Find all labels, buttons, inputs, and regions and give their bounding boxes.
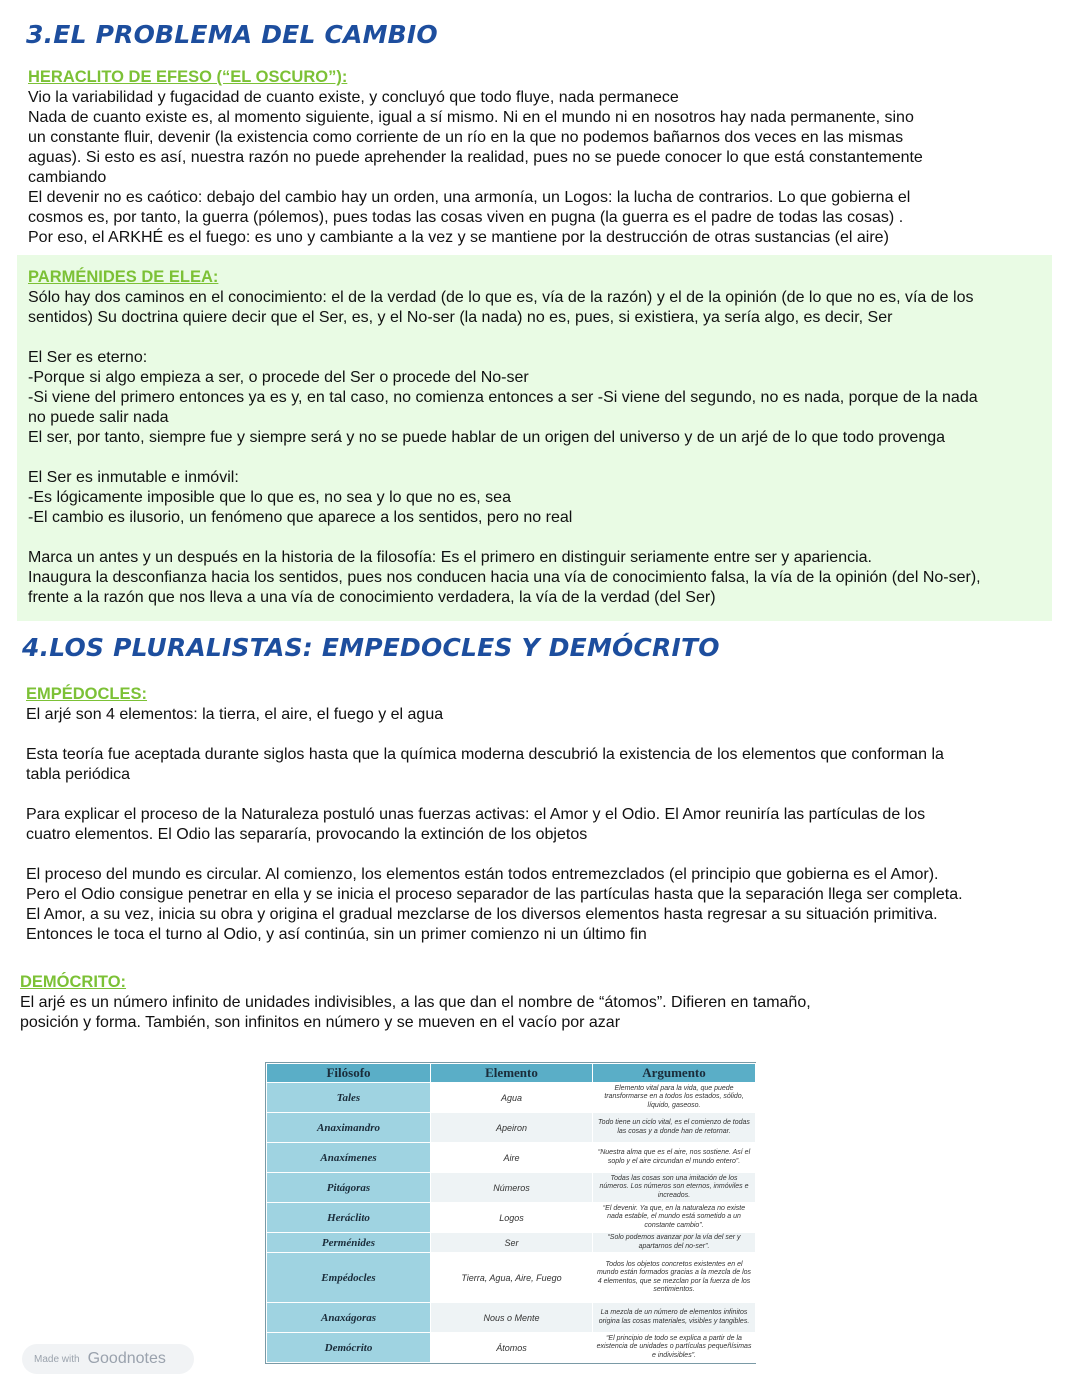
table-row xyxy=(267,1143,756,1173)
text-line: Sólo hay dos caminos en el conocimiento: el de la verdad (de lo que es, vía de la razón) y el de la opinión (de lo que no es, vía de los xyxy=(28,289,974,306)
table-cell-argumento: La mezcla de un número de elementos infinitos origina las cosas materiales, visibles y tangibles. xyxy=(593,1303,756,1333)
text-line: El arjé es un número infinito de unidades indivisibles, a las que dan el nombre de “átomos”. Difieren en tamaño, xyxy=(20,994,811,1011)
text-line: Vio la variabilidad y fugacidad de cuanto existe, y concluyó que todo fluye, nada permanece xyxy=(28,89,679,106)
text-line: cuatro elementos. El Odio las separaría, provocando la extinción de los objetos xyxy=(26,826,588,843)
text-line: El Ser es inmutable e inmóvil: xyxy=(28,469,239,486)
table-row xyxy=(267,1303,756,1333)
table-header-elemento: Elemento xyxy=(431,1064,593,1083)
text-line: tabla periódica xyxy=(26,766,131,783)
text-line: El proceso del mundo es circular. Al comienzo, los elementos están todos entremezclados (el principio que gobierna es el Amor). xyxy=(26,866,939,883)
table-header-row xyxy=(267,1064,756,1083)
text-line xyxy=(28,328,1048,348)
text-line: Inaugura la desconfianza hacia los sentidos, pues nos conducen hacia una vía de conocimiento falsa, la vía de la opinión (del No-ser), xyxy=(28,569,981,586)
table-row xyxy=(267,1083,756,1113)
table-row xyxy=(267,1113,756,1143)
section-3-title: 3.EL PROBLEMA DEL CAMBIO xyxy=(26,20,438,49)
table-cell-argumento: “El principio de todo se explica a partir de la existencia de unidades o partículas pequeñísimas e indivisibles”. xyxy=(593,1333,756,1363)
philosophers-table-grid xyxy=(266,1063,756,1363)
text-line: posición y forma. También, son infinitos en número y se mueven en el vacío por azar xyxy=(20,1014,621,1031)
table-cell-argumento: Todas las cosas son una imitación de los números. Los números son eternos, inmóviles e increados. xyxy=(593,1173,756,1203)
table-cell-filosofo: Anaximandro xyxy=(267,1113,431,1143)
table-row xyxy=(267,1233,756,1253)
text-line: -Si viene del primero entonces ya es y, en tal caso, no comienza entonces a ser -Si viene del segundo, no es nada, porque de la nada xyxy=(28,389,978,406)
table-row xyxy=(267,1173,756,1203)
table-cell-filosofo: Perménides xyxy=(267,1233,431,1253)
table-cell-elemento: Agua xyxy=(431,1083,593,1113)
text-line: Para explicar el proceso de la Naturaleza postuló unas fuerzas activas: el Amor y el Odio. El Amor reuniría las partículas de los xyxy=(26,806,926,823)
text-line: El devenir no es caótico: debajo del cambio hay un orden, una armonía, un Logos: la lucha de contrarios. Lo que gobierna el xyxy=(28,189,911,206)
section-4-title: 4.LOS PLURALISTAS: EMPEDOCLES Y DEMÓCRITO xyxy=(22,633,720,662)
badge-prefix: Made with xyxy=(34,1353,80,1365)
table-cell-argumento: Todo tiene un ciclo vital, es el comienzo de todas las cosas y a donde han de retornar. xyxy=(593,1113,756,1143)
table-cell-elemento: Aire xyxy=(431,1143,593,1173)
text-line: no puede salir nada xyxy=(28,409,169,426)
table-cell-filosofo: Anaxágoras xyxy=(267,1303,431,1333)
table-cell-filosofo: Pitágoras xyxy=(267,1173,431,1203)
table-cell-filosofo: Empédocles xyxy=(267,1253,431,1303)
table-cell-elemento: Ser xyxy=(431,1233,593,1253)
democrito-text xyxy=(20,993,1050,1033)
text-line: El arjé son 4 elementos: la tierra, el aire, el fuego y el agua xyxy=(26,706,444,723)
philosophers-table xyxy=(265,1062,756,1364)
empedocles-heading: EMPÉDOCLES: xyxy=(26,685,148,703)
table-cell-argumento: Elemento vital para la vida, que puede transformarse en a todos los estados, sólido, líquido, gaseoso. xyxy=(593,1083,756,1113)
table-cell-elemento: Nous o Mente xyxy=(431,1303,593,1333)
text-line: El Amor, a su vez, inicia su obra y origina el gradual mezclarse de los diversos elementos hasta regresar a su situación primitiva. xyxy=(26,906,938,923)
text-line: -Es lógicamente imposible que lo que es, no sea y lo que no es, sea xyxy=(28,489,511,506)
text-line: frente a la razón que nos lleva a una vía de conocimiento verdadera, la vía de la verdad (del Ser) xyxy=(28,589,716,606)
text-line: cosmos es, por tanto, la guerra (pólemos), pues todas las cosas viven en pugna (la guerra es el padre de todas las cosas) . xyxy=(28,209,904,226)
table-cell-argumento: Todos los objetos concretos existentes en el mundo están formados gracias a la mezcla de los 4 elementos, que se mezclan por la fuerza de los sentimientos. xyxy=(593,1253,756,1303)
text-line: un constante fluir, devenir (la existencia como corriente de un río en la que no podemos bañarnos dos veces en las mismas xyxy=(28,129,904,146)
text-line: cambiando xyxy=(28,169,107,186)
text-line: -Porque si algo empieza a ser, o procede del Ser o procede del No-ser xyxy=(28,369,529,386)
parmenides-text xyxy=(28,288,1048,608)
text-line: Esta teoría fue aceptada durante siglos hasta que la química moderna descubrió la existencia de los elementos que conforman la xyxy=(26,746,944,763)
table-row xyxy=(267,1333,756,1363)
text-line: -El cambio es ilusorio, un fenómeno que aparece a los sentidos, pero no real xyxy=(28,509,573,526)
table-cell-elemento: Tierra, Agua, Aire, Fuego xyxy=(431,1253,593,1303)
text-line xyxy=(26,725,1056,745)
text-line: Marca un antes y un después en la historia de la filosofía: Es el primero en distinguir seriamente entre ser y apariencia. xyxy=(28,549,872,566)
table-cell-argumento: “Solo podemos avanzar por la vía del ser y apartarnos del no-ser”. xyxy=(593,1233,756,1253)
heraclito-heading: HERACLITO DE EFESO (“EL OSCURO”): xyxy=(28,68,348,86)
text-line: El Ser es eterno: xyxy=(28,349,148,366)
table-cell-elemento: Átomos xyxy=(431,1333,593,1363)
table-cell-filosofo: Anaxímenes xyxy=(267,1143,431,1173)
goodnotes-logo: Goodnotes xyxy=(87,1350,166,1367)
democrito-heading: DEMÓCRITO: xyxy=(20,973,127,991)
text-line xyxy=(26,845,1056,865)
table-cell-filosofo: Heráclito xyxy=(267,1203,431,1233)
table-header-argumento: Argumento xyxy=(593,1064,756,1083)
parmenides-heading: PARMÉNIDES DE ELEA: xyxy=(28,268,219,286)
table-cell-elemento: Logos xyxy=(431,1203,593,1233)
text-line: aguas). Si esto es así, nuestra razón no puede aprehender la realidad, pues no se puede conocer lo que está constantemente xyxy=(28,149,923,166)
text-line xyxy=(28,528,1048,548)
table-cell-elemento: Números xyxy=(431,1173,593,1203)
heraclito-text xyxy=(28,88,1058,248)
text-line: Nada de cuanto existe es, al momento siguiente, igual a sí mismo. Ni en el mundo ni en nosotros hay nada permanente, sino xyxy=(28,109,914,126)
table-cell-filosofo: Demócrito xyxy=(267,1333,431,1363)
text-line: El ser, por tanto, siempre fue y siempre será y no se puede hablar de un origen del universo y de un arjé de lo que todo provenga xyxy=(28,429,946,446)
text-line: Pero el Odio consigue penetrar en ella y se inicia el proceso separador de las partículas hasta que la separación llega ser completa. xyxy=(26,886,963,903)
text-line: sentidos) Su doctrina quiere decir que el Ser, es, y el No-ser (la nada) no es, pues, si existiera, ya sería algo, es decir, Ser xyxy=(28,309,893,326)
table-cell-argumento: “Nuestra alma que es el aire, nos sostiene. Así el soplo y el aire circundan el mundo entero”. xyxy=(593,1143,756,1173)
text-line xyxy=(26,785,1056,805)
table-cell-filosofo: Tales xyxy=(267,1083,431,1113)
empedocles-text xyxy=(26,705,1056,945)
table-cell-argumento: “El devenir. Ya que, en la naturaleza no existe nada estable, el mundo está sometido a un constante cambio”. xyxy=(593,1203,756,1233)
table-row xyxy=(267,1203,756,1233)
text-line xyxy=(28,448,1048,468)
goodnotes-badge xyxy=(22,1344,194,1374)
table-cell-elemento: Apeiron xyxy=(431,1113,593,1143)
table-row xyxy=(267,1253,756,1303)
table-header-filosofo: Filósofo xyxy=(267,1064,431,1083)
text-line: Entonces le toca el turno al Odio, y así continúa, sin un primer comienzo ni un último fin xyxy=(26,926,647,943)
text-line: Por eso, el ARKHÉ es el fuego: es uno y cambiante a la vez y se mantiene por la destrucción de otras sustancias (el aire) xyxy=(28,229,889,246)
